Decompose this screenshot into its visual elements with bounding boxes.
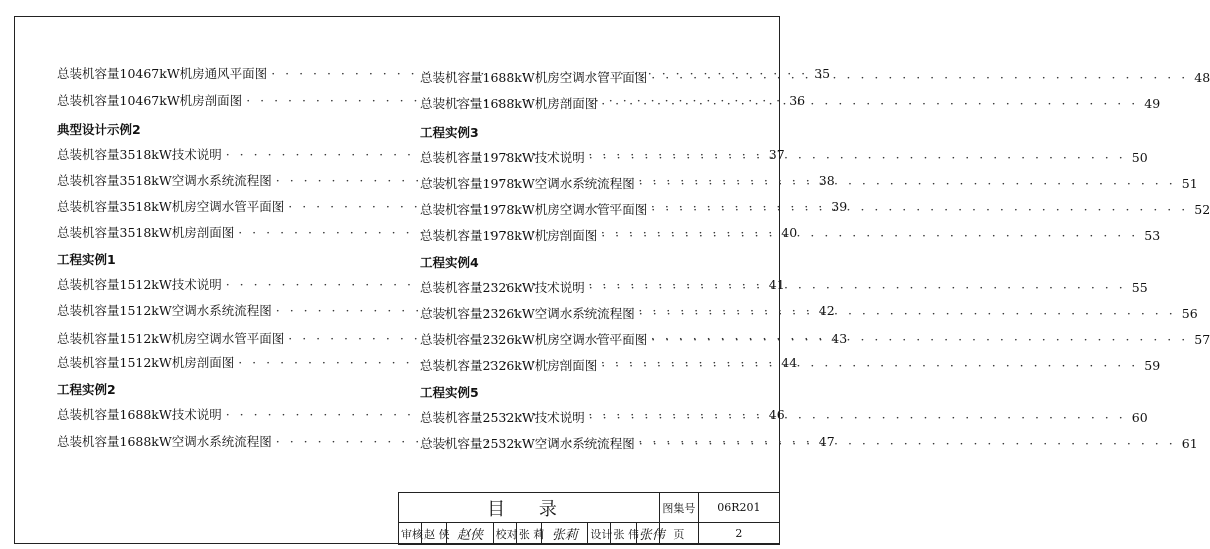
toc-entry-page: 43 — [831, 331, 848, 346]
toc-entry-page: 35 — [814, 66, 831, 81]
toc-entry-page: 39 — [831, 199, 848, 214]
toc-entry-title: 总装机容量1512kW空调水系统流程图 — [57, 303, 272, 318]
section-heading: 工程实例1 — [57, 252, 116, 267]
toc-entry-page: 53 — [1144, 228, 1161, 243]
toc-leader-dots — [585, 280, 1130, 295]
page-label: 页 — [659, 523, 698, 545]
toc-entry-title: 总装机容量1978kW空调水系统流程图 — [420, 176, 635, 191]
toc-entry-page: 47 — [818, 434, 835, 449]
toc-entry-page: 49 — [1144, 96, 1161, 111]
designer-signature: 张伟 — [636, 523, 659, 545]
section-heading: 工程实例4 — [420, 255, 479, 270]
toc-leader-dots — [647, 332, 1192, 347]
toc-entry-page: 40 — [781, 225, 798, 240]
section-heading: 工程实例2 — [57, 382, 116, 397]
toc-entry-page: 57 — [1194, 332, 1210, 347]
toc-entry-title: 总装机容量2532kW空调水系统流程图 — [420, 436, 635, 451]
toc-entry-page: 37 — [768, 147, 785, 162]
reviewer-label: 审核 — [399, 523, 422, 545]
drawing-title: 目 录 — [399, 493, 660, 523]
toc-entry-title: 总装机容量3518kW机房空调水管平面图 — [57, 199, 285, 214]
toc-leader-dots — [635, 306, 1180, 321]
toc-entry-page: 42 — [818, 303, 835, 318]
page-number: 2 — [698, 523, 779, 545]
toc-leader-dots — [647, 70, 1192, 85]
toc-entry-title: 总装机容量2326kW机房空调水管平面图 — [420, 332, 648, 347]
checker-label: 校对 — [493, 523, 516, 545]
toc-entry-page: 52 — [1194, 202, 1210, 217]
toc-entry-title: 总装机容量1688kW机房空调水管平面图 — [420, 70, 648, 85]
toc-entry-page: 38 — [818, 173, 835, 188]
toc-leader-dots — [635, 176, 1180, 191]
toc-leader-dots — [597, 228, 1142, 243]
toc-entry-page: 44 — [781, 355, 798, 370]
toc-entry-page: 51 — [1181, 176, 1198, 191]
toc-entry-page: 60 — [1131, 410, 1148, 425]
toc-entry-title: 总装机容量3518kW机房剖面图 — [57, 225, 235, 240]
reviewer-signature: 赵侠 — [447, 523, 493, 545]
toc-entry-title: 总装机容量10467kW机房通风平面图 — [57, 66, 268, 81]
toc-entry-page: 50 — [1131, 150, 1148, 165]
toc-entry-title: 总装机容量2326kW空调水系统流程图 — [420, 306, 635, 321]
toc-entry-title: 总装机容量10467kW机房剖面图 — [57, 93, 243, 108]
toc-entry-page: 41 — [768, 277, 785, 292]
atlas-number: 06R201 — [698, 493, 779, 523]
toc-entry-page: 61 — [1181, 436, 1198, 451]
checker-name: 张 莉 — [516, 523, 541, 545]
designer-name: 张 伟 — [611, 523, 636, 545]
toc-leader-dots — [585, 410, 1130, 425]
toc-entry-title: 总装机容量1512kW技术说明 — [57, 277, 222, 292]
toc-entry-page: 48 — [1194, 70, 1210, 85]
toc-leader-dots — [585, 150, 1130, 165]
toc-entry-title: 总装机容量1512kW机房剖面图 — [57, 355, 235, 370]
toc-leader-dots — [635, 436, 1180, 451]
toc-entry-page: 46 — [768, 407, 785, 422]
designer-label: 设计 — [588, 523, 611, 545]
toc-leader-dots — [647, 202, 1192, 217]
section-heading: 工程实例3 — [420, 125, 479, 140]
toc-entry-title: 总装机容量1978kW机房空调水管平面图 — [420, 202, 648, 217]
checker-signature: 张莉 — [542, 523, 588, 545]
toc-entry-title: 总装机容量1978kW技术说明 — [420, 150, 585, 165]
toc-entry-title: 总装机容量1512kW机房空调水管平面图 — [57, 331, 285, 346]
toc-entry-title: 总装机容量1688kW机房剖面图 — [420, 96, 598, 111]
atlas-number-label: 图集号 — [659, 493, 698, 523]
toc-entry-title: 总装机容量2532kW技术说明 — [420, 410, 585, 425]
toc-entry-title: 总装机容量1688kW技术说明 — [57, 407, 222, 422]
title-block — [398, 492, 780, 545]
toc-entry-title: 总装机容量1688kW空调水系统流程图 — [57, 434, 272, 449]
reviewer-name: 赵 侠 — [422, 523, 447, 545]
toc-entry-title: 总装机容量1978kW机房剖面图 — [420, 228, 598, 243]
toc-entry-page: 36 — [789, 93, 806, 108]
toc-entry-page: 59 — [1144, 358, 1161, 373]
toc-entry-page: 55 — [1131, 280, 1148, 295]
toc-leader-dots — [597, 96, 1142, 111]
section-heading: 典型设计示例2 — [57, 122, 141, 137]
toc-entry-title: 总装机容量2326kW机房剖面图 — [420, 358, 598, 373]
toc-entry-title: 总装机容量2326kW技术说明 — [420, 280, 585, 295]
toc-entry-page: 56 — [1181, 306, 1198, 321]
toc-entry-title: 总装机容量3518kW空调水系统流程图 — [57, 173, 272, 188]
toc-leader-dots — [597, 358, 1142, 373]
toc-entry-title: 总装机容量3518kW技术说明 — [57, 147, 222, 162]
section-heading: 工程实例5 — [420, 385, 479, 400]
